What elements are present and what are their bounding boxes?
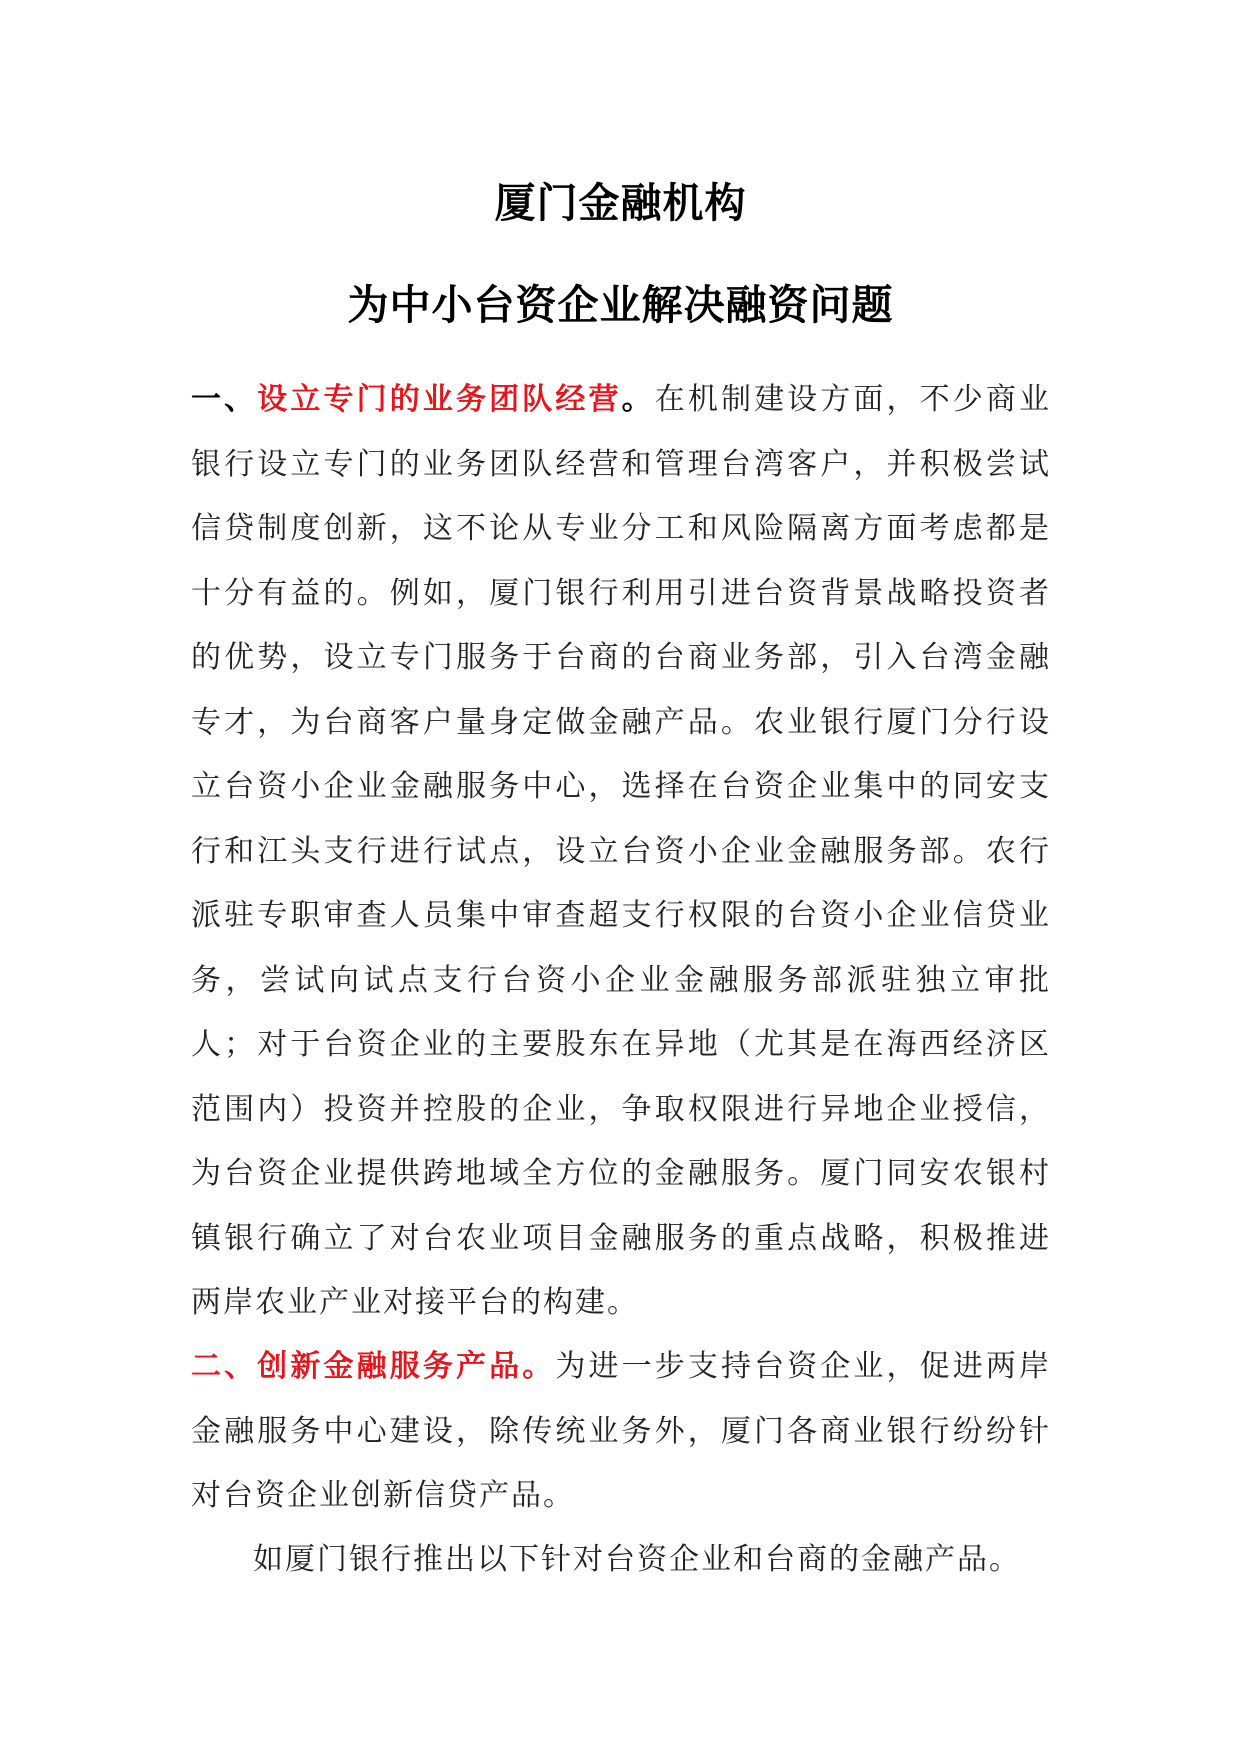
section-1-heading: 设立专门的业务团队经营: [257, 382, 622, 417]
section-2-body: 为进一步支持台资企业，促进两岸金融服务中心建设，除传统业务外，厦门各商业银行纷纷针对台资企业创新信贷产品。: [191, 1349, 1052, 1513]
section-1-heading-stop: 。: [621, 382, 655, 417]
closing-paragraph: 如厦门银行推出以下针对台资企业和台商的金融产品。: [253, 1542, 1021, 1577]
section-2-paragraph: [191, 1335, 1051, 1529]
section-2-number: 二、: [191, 1349, 258, 1384]
document-title-line-2: 为中小台资企业解决融资问题: [347, 281, 894, 329]
section-1-paragraph: [191, 368, 1051, 1336]
section-2-heading: 创新金融服务产品: [257, 1349, 523, 1384]
section-1-body: 在机制建设方面，不少商业银行设立专门的业务团队经营和管理台湾客户，并积极尝试信贷制度创新，这不论从专业分工和风险隔离方面考虑都是十分有益的。例如，厦门银行利用引进台资背景战略投资者的优势，设立专门服务于台商的台商业务部，引入台湾金融专才，为台商客户量身定做金融产品。农业银行厦门分行设立台资小企业金融服务中心，选择在台资企业集中的同安支行和江头支行进行试点，设立台资小企业金融服务部。农行派驻专职审查人员集中审查超支行权限的台资小企业信贷业务，尝试向试点支行台资小企业金融服务部派驻独立审批人；对于台资企业的主要股东在异地（尤其是在海西经济区范围内）投资并控股的企业，争取权限进行异地企业授信，为台资企业提供跨地域全方位的金融服务。厦门同安农银村镇银行确立了对台农业项目金融服务的重点战略，积极推进两岸农业产业对接平台的构建。: [191, 382, 1052, 1320]
document-title-line-1: 厦门金融机构: [494, 179, 747, 227]
section-2-heading-stop: 。: [522, 1349, 556, 1384]
section-1-number: 一、: [191, 382, 258, 417]
